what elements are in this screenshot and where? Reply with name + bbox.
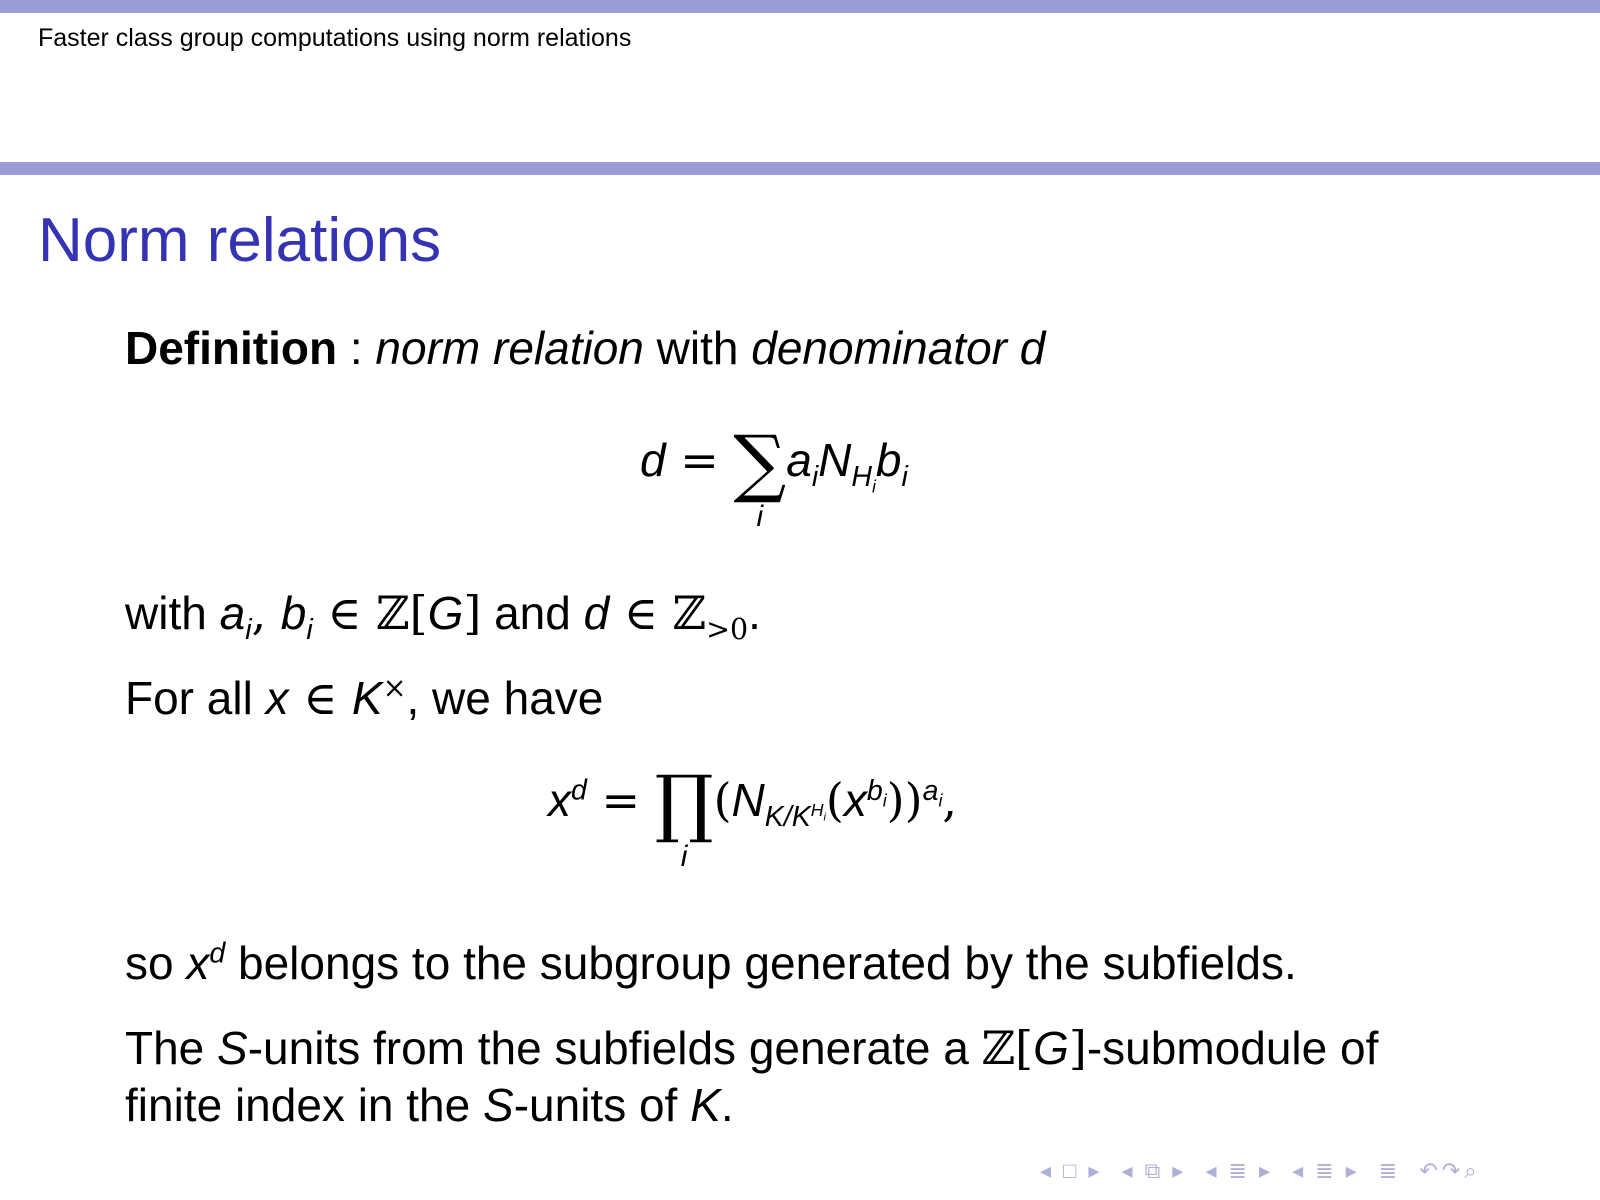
eq1-a: a (786, 434, 812, 486)
product-index: i (680, 840, 688, 873)
beamer-navigation (1040, 1158, 1489, 1184)
nav-subsection-icon[interactable]: ⧉ (1144, 1158, 1165, 1183)
line1-b-sub: i (306, 614, 313, 647)
line4-text2: -units from the subfields generate a (247, 1022, 982, 1074)
nav-next-frame-icon[interactable]: ▸ (1088, 1158, 1104, 1183)
nav-section-icon[interactable]: ≣ (1228, 1158, 1251, 1183)
eq2-paren-close: )) (886, 773, 923, 827)
line1-period: . (748, 587, 761, 639)
sum-equation (640, 420, 908, 533)
line3-x-sup: d (209, 937, 226, 970)
eq2-x: x (548, 774, 571, 826)
line3-x: x (186, 937, 210, 989)
frame-title: Norm relations (38, 206, 442, 275)
line2-K-sup: × (382, 671, 407, 705)
nav-frame-icon[interactable]: □ (1063, 1158, 1081, 1183)
eq1-b: b (875, 434, 902, 486)
definition-label: Definition (125, 322, 338, 374)
presentation-title: Faster class group computations using norm relations (38, 24, 632, 52)
line5-K: K (690, 1079, 721, 1131)
finite-index-line (125, 1079, 734, 1131)
nav-appendix-icon[interactable]: ≣ (1378, 1158, 1402, 1183)
eq2-N-sub: K/K (764, 801, 811, 834)
eq2-x-sup: d (571, 774, 587, 807)
eq1-N-sub: H (851, 461, 872, 494)
nav-search-icon[interactable]: ↶↷⌕ (1419, 1158, 1481, 1183)
eq2-outer-sup-sub: i (938, 790, 943, 811)
line2-in: ∈ (288, 671, 352, 725)
definition-denominator: denominator d (751, 322, 1046, 374)
eq2-N: N (731, 774, 765, 826)
line1-b: b (280, 587, 307, 639)
subgroup-line (125, 937, 1297, 989)
line1-d: d (583, 587, 610, 639)
line3-text: so (125, 937, 187, 989)
line1-in: ∈ (312, 586, 377, 640)
sum-symbol (733, 420, 787, 533)
title-rule (0, 162, 1600, 175)
eq2-N-sub-sup: H (810, 799, 824, 820)
for-all-line (125, 671, 604, 725)
eq2-x2: x (843, 774, 867, 826)
line4-Z: ℤ (981, 1021, 1016, 1075)
line2-K: K (351, 672, 383, 724)
line1-and: and (481, 587, 584, 639)
eq1-N: N (818, 434, 852, 486)
eq2-outer-sup: a (922, 774, 939, 807)
nav-doc-icon[interactable]: ≣ (1315, 1158, 1338, 1183)
nav-prev-frame-icon[interactable]: ◂ (1040, 1158, 1056, 1183)
eq1-N-sub-sub: i (871, 476, 876, 497)
line5-S: S (483, 1079, 514, 1131)
definition-line (125, 322, 1046, 374)
nav-prev-subsection-icon[interactable]: ◂ (1121, 1158, 1137, 1183)
product-symbol (654, 760, 714, 873)
line2-text: For all (125, 672, 266, 724)
eq1-equals: = (665, 433, 734, 487)
line3-text2: belongs to the subgroup generated by the subfields. (225, 937, 1297, 989)
nav-next-section-icon[interactable]: ▸ (1258, 1158, 1274, 1183)
line4-bracket-close: ] (1068, 1021, 1087, 1075)
line2-text2: , we have (406, 672, 604, 724)
line1-bracket-open: [ (409, 586, 428, 640)
line1-a-sub: i (245, 614, 252, 647)
line1-Z2-sub: >0 (706, 613, 749, 647)
line1-a: a (219, 587, 246, 639)
eq2-paren-open: ( (825, 773, 844, 827)
coefficients-line (125, 586, 761, 647)
nav-prev-section-icon[interactable]: ◂ (1205, 1158, 1221, 1183)
line1-text: with (125, 587, 220, 639)
eq2-x2-sup: b (866, 774, 883, 807)
eq2-open: ( (713, 773, 732, 827)
line4-bracket-open: [ (1015, 1021, 1034, 1075)
line1-Z: ℤ (376, 586, 410, 640)
nav-prev-doc-icon[interactable]: ◂ (1292, 1158, 1308, 1183)
eq2-equals: = (586, 773, 655, 827)
line4-text: The (125, 1022, 218, 1074)
nav-next-subsection-icon[interactable]: ▸ (1172, 1158, 1188, 1183)
line1-bracket-close: ] (463, 586, 482, 640)
line5-period: . (720, 1079, 734, 1131)
line4-text3: -submodule of (1086, 1022, 1379, 1074)
definition-sep: : (337, 322, 376, 374)
line4-G: G (1033, 1022, 1069, 1074)
line1-comma: , (251, 586, 281, 640)
line4-S: S (217, 1022, 248, 1074)
eq1-lhs: d (640, 434, 666, 486)
line1-Z2: ℤ (672, 586, 707, 640)
sum-glyph: ∑ (733, 420, 787, 506)
header-bar (0, 0, 1600, 13)
eq1-b-sub: i (901, 461, 908, 494)
line2-x: x (265, 672, 289, 724)
sum-index: i (756, 500, 764, 533)
eq1-a-sub: i (811, 461, 819, 494)
definition-term: norm relation (375, 322, 644, 374)
definition-with: with (643, 322, 752, 374)
eq2-comma: , (942, 773, 957, 827)
s-units-line (125, 1021, 1379, 1075)
product-glyph: ∏ (654, 760, 714, 846)
eq2-x2-sup-sub: i (882, 790, 887, 811)
line1-in2: ∈ (609, 586, 673, 640)
eq2-N-sub-sup-sub: i (823, 811, 826, 824)
product-equation (548, 760, 957, 873)
nav-next-doc-icon[interactable]: ▸ (1345, 1158, 1361, 1183)
line5-text2: -units of (513, 1079, 691, 1131)
line1-G: G (427, 587, 464, 639)
line5-text: finite index in the (125, 1079, 484, 1131)
